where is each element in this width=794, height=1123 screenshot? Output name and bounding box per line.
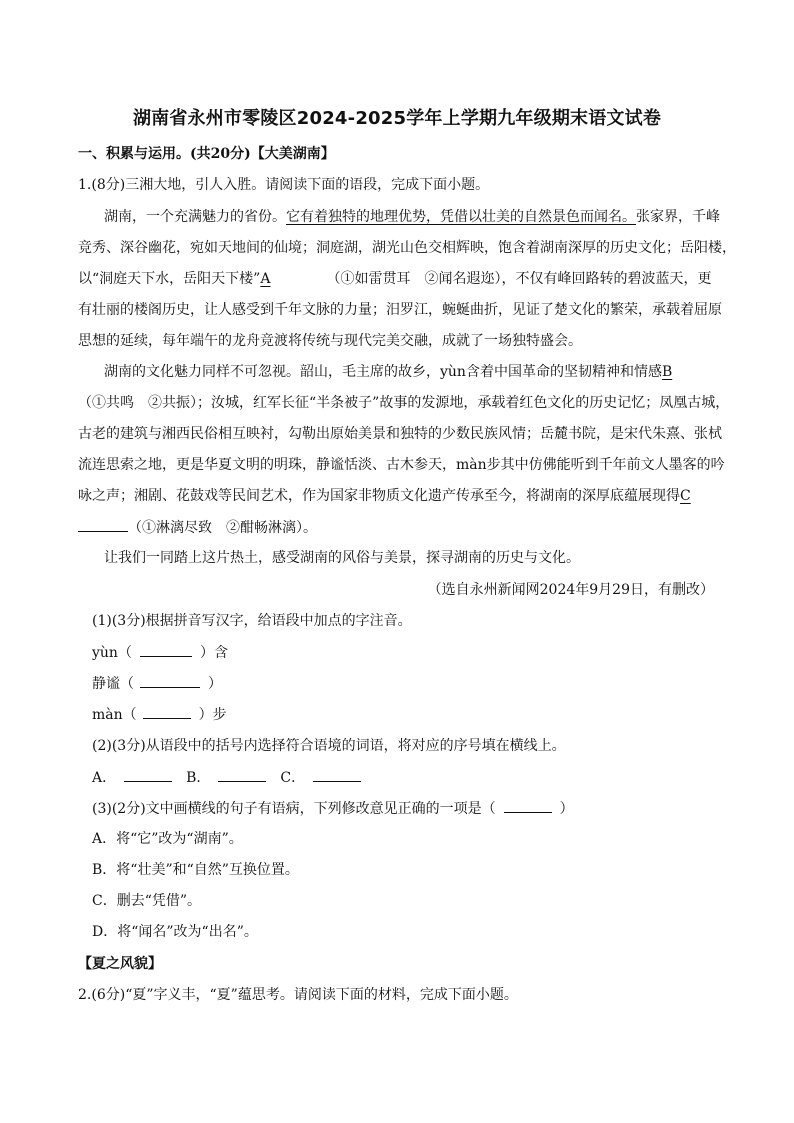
passage-p2-line4: 流连思索之地，更是华夏文明的明珠，静谧恬淡、古木参天，màn步其中仿佛能听到千年前文人墨客的吟 [78, 457, 725, 473]
answer-blank-b[interactable] [218, 767, 266, 782]
passage-p2-line5 [78, 486, 726, 506]
section-heading: 一、积累与运用。(共20分)【大美湖南】 [78, 146, 335, 162]
q1-3-stem: (3)(2分)文中画横线的句子有语病，下列修改意见正确的一项是（ ） [92, 798, 740, 819]
answer-blank-a[interactable] [124, 767, 172, 782]
q1-2-answers: A． B． C． [92, 767, 740, 788]
passage-p2-line1 [104, 362, 726, 382]
passage-text: 张家界，千峰 [636, 209, 720, 225]
passage-p1-line5: 思想的延续，每年端午的龙舟竞渡将传统与现代完美交融，成就了一场独特盛会。 [78, 333, 582, 349]
question-2-intro: 2.(6分)“夏”字义丰，“夏”蕴思考。请阅读下面的材料，完成下面小题。 [78, 987, 518, 1003]
passage-p2-line3: 古老的建筑与湘西民俗相互映衬，勾勒出原始美景和独特的少数民族风情；岳麓书院，是宋代朱熹、张栻 [78, 426, 722, 442]
source-citation: （选自永州新闻网2024年9月29日，有删改） [427, 582, 714, 598]
blank-c-line[interactable] [78, 517, 128, 532]
option-b: B．将“壮美”和“自然”互换位置。 [92, 862, 299, 878]
passage-p1-line1 [104, 207, 726, 227]
passage-p1-line3 [78, 269, 726, 289]
passage-p1-line2: 竞秀、深谷幽花，宛如天地间的仙境；洞庭湖，湖光山色交相辉映，饱含着湖南深厚的历史文化；岳阳楼， [78, 240, 736, 256]
answer-blank-mi[interactable] [140, 673, 200, 688]
passage-text: 湖南，一个充满魅力的省份。 [104, 209, 286, 225]
passage-text: 以“洞庭天下水，岳阳天下楼” [78, 271, 261, 287]
option-d: D．将“闻名”改为“出名”。 [92, 924, 258, 940]
q1-1-item-jingmi: 静谧（ ） [92, 673, 740, 694]
answer-blank-man[interactable] [143, 704, 191, 719]
question-1-intro: 1.(8分)三湘大地，引人入胜。请阅读下面的语段，完成下面小题。 [78, 177, 490, 193]
answer-blank-c[interactable] [313, 767, 361, 782]
q1-2-stem: (2)(3分)从语段中的括号内选择符合语境的词语，将对应的序号填在横线上。 [92, 738, 566, 754]
option-a: A．将“它”改为“湖南”。 [92, 831, 243, 847]
underlined-sentence: 它有着独特的地理优势，凭借以壮美的自然景色而闻名。 [286, 209, 636, 225]
passage-p2-line6 [78, 517, 726, 538]
q1-1-stem: (1)(3分)根据拼音写汉字，给语段中加点的字注音。 [92, 613, 412, 629]
passage-p2-line2: （①共鸣 ②共振）；汝城，红军长征“半条被子”故事的发源地，承载着红色文化的历史记忆；凤凰古城， [78, 395, 730, 411]
passage-text: （①淋漓尽致 ②酣畅淋漓）。 [128, 520, 317, 536]
passage-p1-line4: 有壮丽的楼阁历史，让人感受到千年文脉的力量；汨罗江，蜿蜒曲折，见证了楚文化的繁荣，承载着屈原 [78, 302, 722, 318]
passage-p3: 让我们一同踏上这片热土，感受湖南的风俗与美景，探寻湖南的历史与文化。 [104, 550, 580, 566]
blank-b-marker: B [661, 364, 673, 380]
blank-c-marker: C [680, 488, 691, 504]
section-summer-heading: 【夏之风貌】 [78, 956, 162, 972]
blank-a-marker: A [260, 271, 271, 287]
option-c: C．删去“凭借”。 [92, 893, 202, 909]
answer-blank-yun[interactable] [140, 642, 192, 657]
q1-1-item-yun: yùn（ ）含 [92, 642, 740, 663]
passage-text: 湖南的文化魅力同样不可忽视。韶山，毛主席的故乡，yùn含着中国革命的坚韧精神和情感 [104, 364, 662, 380]
exam-title: 湖南省永州市零陵区2024-2025学年上学期九年级期末语文试卷 [132, 108, 662, 129]
answer-blank-choice[interactable] [504, 798, 552, 813]
passage-text: （①如雷贯耳 ②闻名遐迩），不仅有峰回路转的碧波蓝天，更 [326, 271, 712, 287]
passage-text: 咏之声；湘剧、花鼓戏等民间艺术，作为国家非物质文化遗产传承至今，将湖南的深厚底蕴展现得 [78, 488, 680, 504]
q1-1-item-man: màn（ ）步 [92, 704, 740, 725]
